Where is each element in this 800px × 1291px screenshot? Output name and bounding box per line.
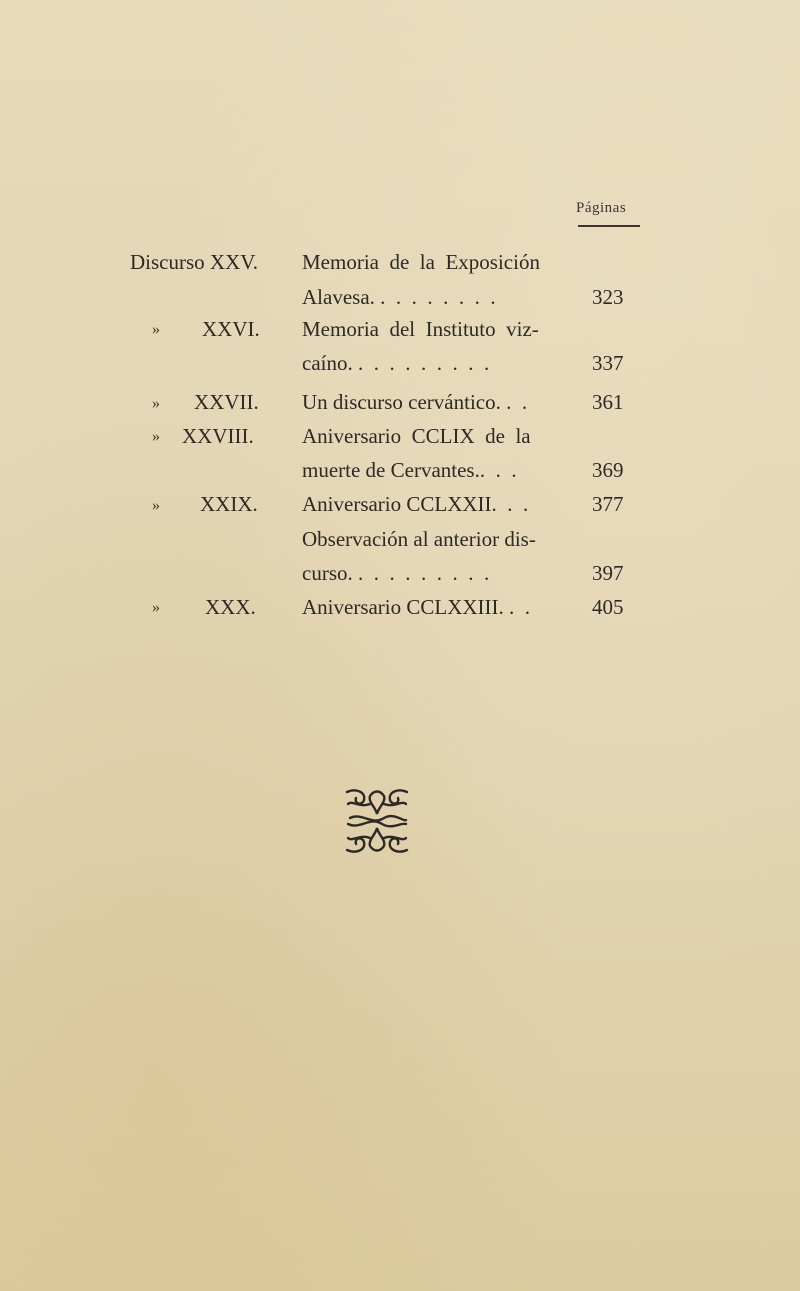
ditto-mark: »: [152, 599, 160, 616]
entry-page-number: 361: [592, 390, 624, 414]
entry-page-number: 377: [592, 492, 624, 516]
ornament-icon: [342, 786, 412, 856]
entry-roman-numeral: XXVII.: [194, 390, 259, 414]
ditto-mark: »: [152, 395, 160, 412]
entry-page-number: 369: [592, 458, 624, 482]
entry-title-line: Aniversario CCLXXII. . .: [302, 492, 529, 516]
entry-page-number: 397: [592, 561, 624, 585]
entry-label-xxv: Discurso XXV.: [130, 250, 258, 274]
entry-page-number: 323: [592, 285, 624, 309]
ditto-mark: »: [152, 428, 160, 445]
entry-title-line: Un discurso cervántico. . .: [302, 390, 528, 414]
entry-title-line: Memoria de la Exposición: [302, 250, 540, 274]
entry-title-line: Alavesa. . . . . . . . .: [302, 285, 496, 309]
paginas-underline: [578, 225, 640, 227]
entry-title-line: caíno. . . . . . . . . .: [302, 351, 490, 375]
entry-title-line: Memoria del Instituto viz-: [302, 317, 539, 341]
entry-roman-numeral: XXIX.: [200, 492, 258, 516]
entry-title-line: Aniversario CCLIX de la: [302, 424, 531, 448]
entry-title-line: curso. . . . . . . . . .: [302, 561, 490, 585]
ditto-mark: »: [152, 497, 160, 514]
entry-title-line: muerte de Cervantes.. . .: [302, 458, 517, 482]
entry-roman-numeral: XXVIII.: [182, 424, 254, 448]
entry-roman-numeral: XXX.: [205, 595, 256, 619]
entry-page-number: 405: [592, 595, 624, 619]
ditto-mark: »: [152, 321, 160, 338]
entry-page-number: 337: [592, 351, 624, 375]
entry-roman-numeral: XXVI.: [202, 317, 260, 341]
entry-title-line: Aniversario CCLXXIII. . .: [302, 595, 531, 619]
entry-title-line: Observación al anterior dis-: [302, 527, 536, 551]
paginas-header: Páginas: [576, 200, 627, 216]
